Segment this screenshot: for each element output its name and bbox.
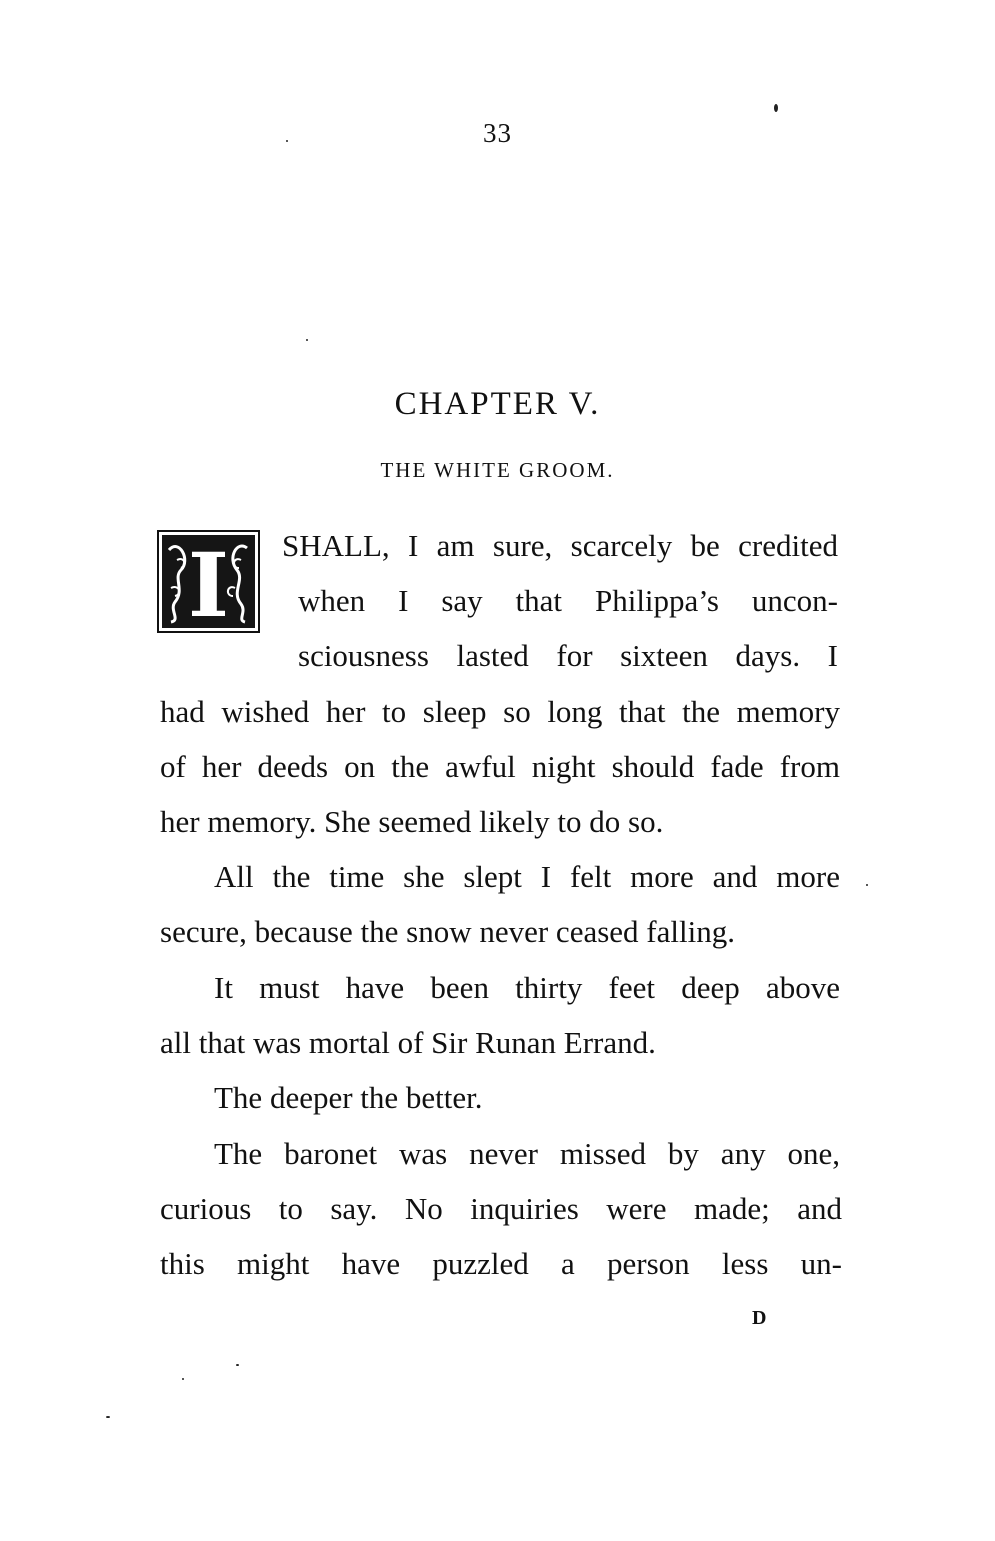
text-line: had wished her to sleep so long that the memory: [160, 694, 840, 729]
scan-speck: [306, 339, 308, 341]
text-line: It must have been thirty feet deep above: [214, 970, 840, 1005]
text-line: when I say that Philippa’s uncon-: [298, 583, 838, 618]
text-line: SHALL, I am sure, scarcely be credited: [282, 528, 838, 563]
text-line: of her deeds on the awful night should fade from: [160, 749, 840, 784]
chapter-subtitle: THE WHITE GROOM.: [380, 458, 615, 482]
ornamental-drop-cap-i: [157, 530, 260, 633]
scan-speck: [866, 884, 868, 886]
scan-speck: [236, 1364, 239, 1366]
scan-speck: [106, 1416, 110, 1418]
text-line: this might have puzzled a person less un-: [160, 1246, 842, 1281]
scan-speck: [774, 104, 778, 112]
scan-speck: [286, 140, 288, 142]
signature-mark: D: [752, 1307, 767, 1329]
drop-cap-letter: I: [187, 533, 230, 633]
text-line: The baronet was never missed by any one,: [214, 1136, 840, 1171]
text-line: The deeper the better.: [214, 1080, 483, 1115]
text-line: curious to say. No inquiries were made; and: [160, 1191, 842, 1226]
page-number: 33: [483, 118, 512, 148]
scan-speck: [182, 1378, 184, 1380]
text-line: her memory. She seemed likely to do so.: [160, 804, 664, 839]
chapter-title: CHAPTER V.: [394, 386, 601, 422]
text-line: secure, because the snow never ceased falling.: [160, 914, 735, 949]
text-line: sciousness lasted for sixteen days. I: [298, 638, 838, 673]
text-line: All the time she slept I felt more and more: [214, 859, 840, 894]
text-line: all that was mortal of Sir Runan Errand.: [160, 1025, 656, 1060]
